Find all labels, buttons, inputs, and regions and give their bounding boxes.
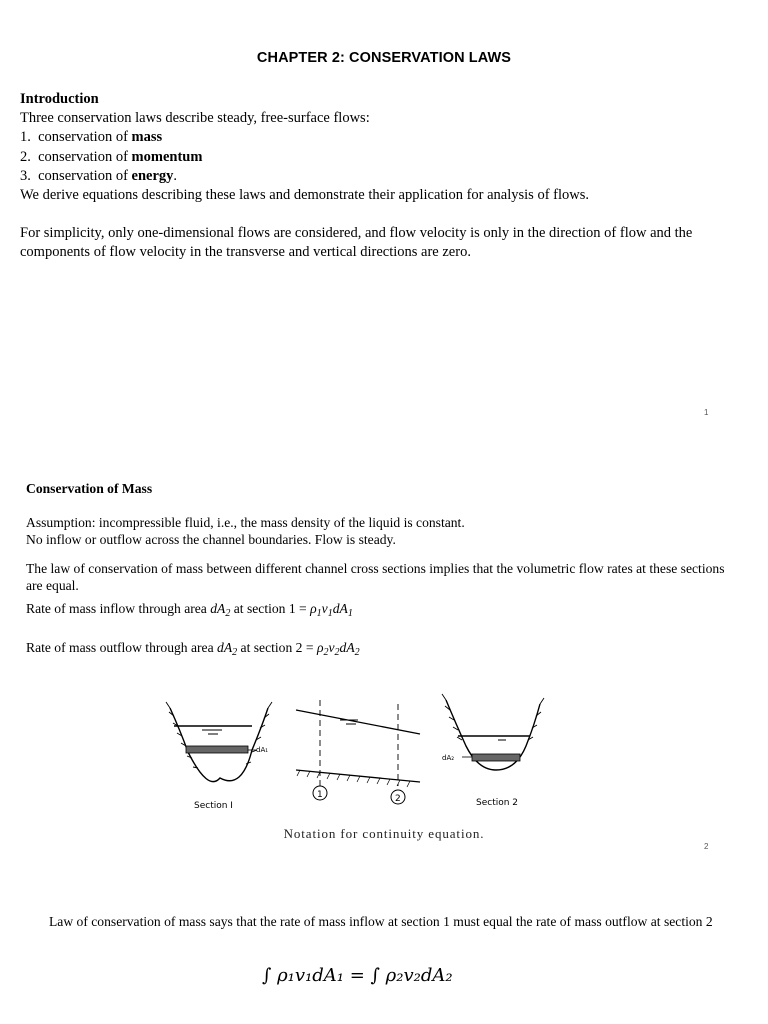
page-number-2: 2	[704, 842, 709, 851]
label-dA1: dA₁	[256, 746, 269, 754]
law-statement: Law of conservation of mass says that the rate of mass inflow at section 1 must equal the rate of mass outflow at section 2	[49, 914, 713, 929]
mass-heading: Conservation of Mass	[26, 481, 153, 496]
label-section-2: Section 2	[476, 798, 519, 808]
derive-text: We derive equations describing these laws and demonstrate their application for analysis of flows.	[20, 187, 589, 204]
assumption-1: Assumption: incompressible fluid, i.e., the mass density of the liquid is constant.	[26, 515, 465, 530]
outflow-line: Rate of mass outflow through area $dA_2$ at section $2 = \rho_2v_2dA_2$	[26, 640, 360, 658]
simplicity-text: For simplicity, only one-dimensional flows are considered, and flow velocity is only in the direction of flow and the components of flow velocity in the transverse and vertical directions are zero.	[20, 225, 693, 261]
law-text: The law of conservation of mass between different channel cross sections implies that the volumetric flow rates at these sections are equal.	[26, 561, 725, 593]
chapter-title: CHAPTER 2: CONSERVATION LAWS	[256, 50, 512, 66]
assumption-2: No inflow or outflow across the channel boundaries. Flow is steady.	[26, 532, 396, 547]
continuity-figure	[160, 690, 550, 815]
list-item: 2. conservation of momentum	[20, 148, 203, 165]
label-dA2: dA₂	[442, 754, 455, 762]
intro-section	[20, 90, 750, 263]
profile-view	[296, 700, 420, 804]
circle-label-2: 2	[395, 794, 401, 804]
intro-heading: Introduction	[20, 91, 99, 107]
page-number-1: 1	[704, 408, 709, 417]
intro-line: Three conservation laws describe steady, free-surface flows:	[20, 110, 370, 127]
inflow-line: Rate of mass inflow through area $dA_2$ at section $1 = \rho_1v_1dA_1$	[26, 601, 353, 619]
circle-label-1: 1	[317, 790, 323, 800]
label-section-1: Section I	[194, 801, 233, 811]
continuity-equation: ∫ ρ₁v₁dA₁ = ∫ ρ₂v₂dA₂	[262, 965, 453, 986]
figure-caption: Notation for continuity equation.	[283, 826, 485, 841]
list-item: 1. conservation of mass	[20, 129, 163, 146]
section-1-channel	[166, 702, 272, 782]
list-item: 3. conservation of energy.	[20, 167, 178, 184]
mass-section	[26, 480, 736, 661]
section-2-channel	[442, 694, 544, 770]
